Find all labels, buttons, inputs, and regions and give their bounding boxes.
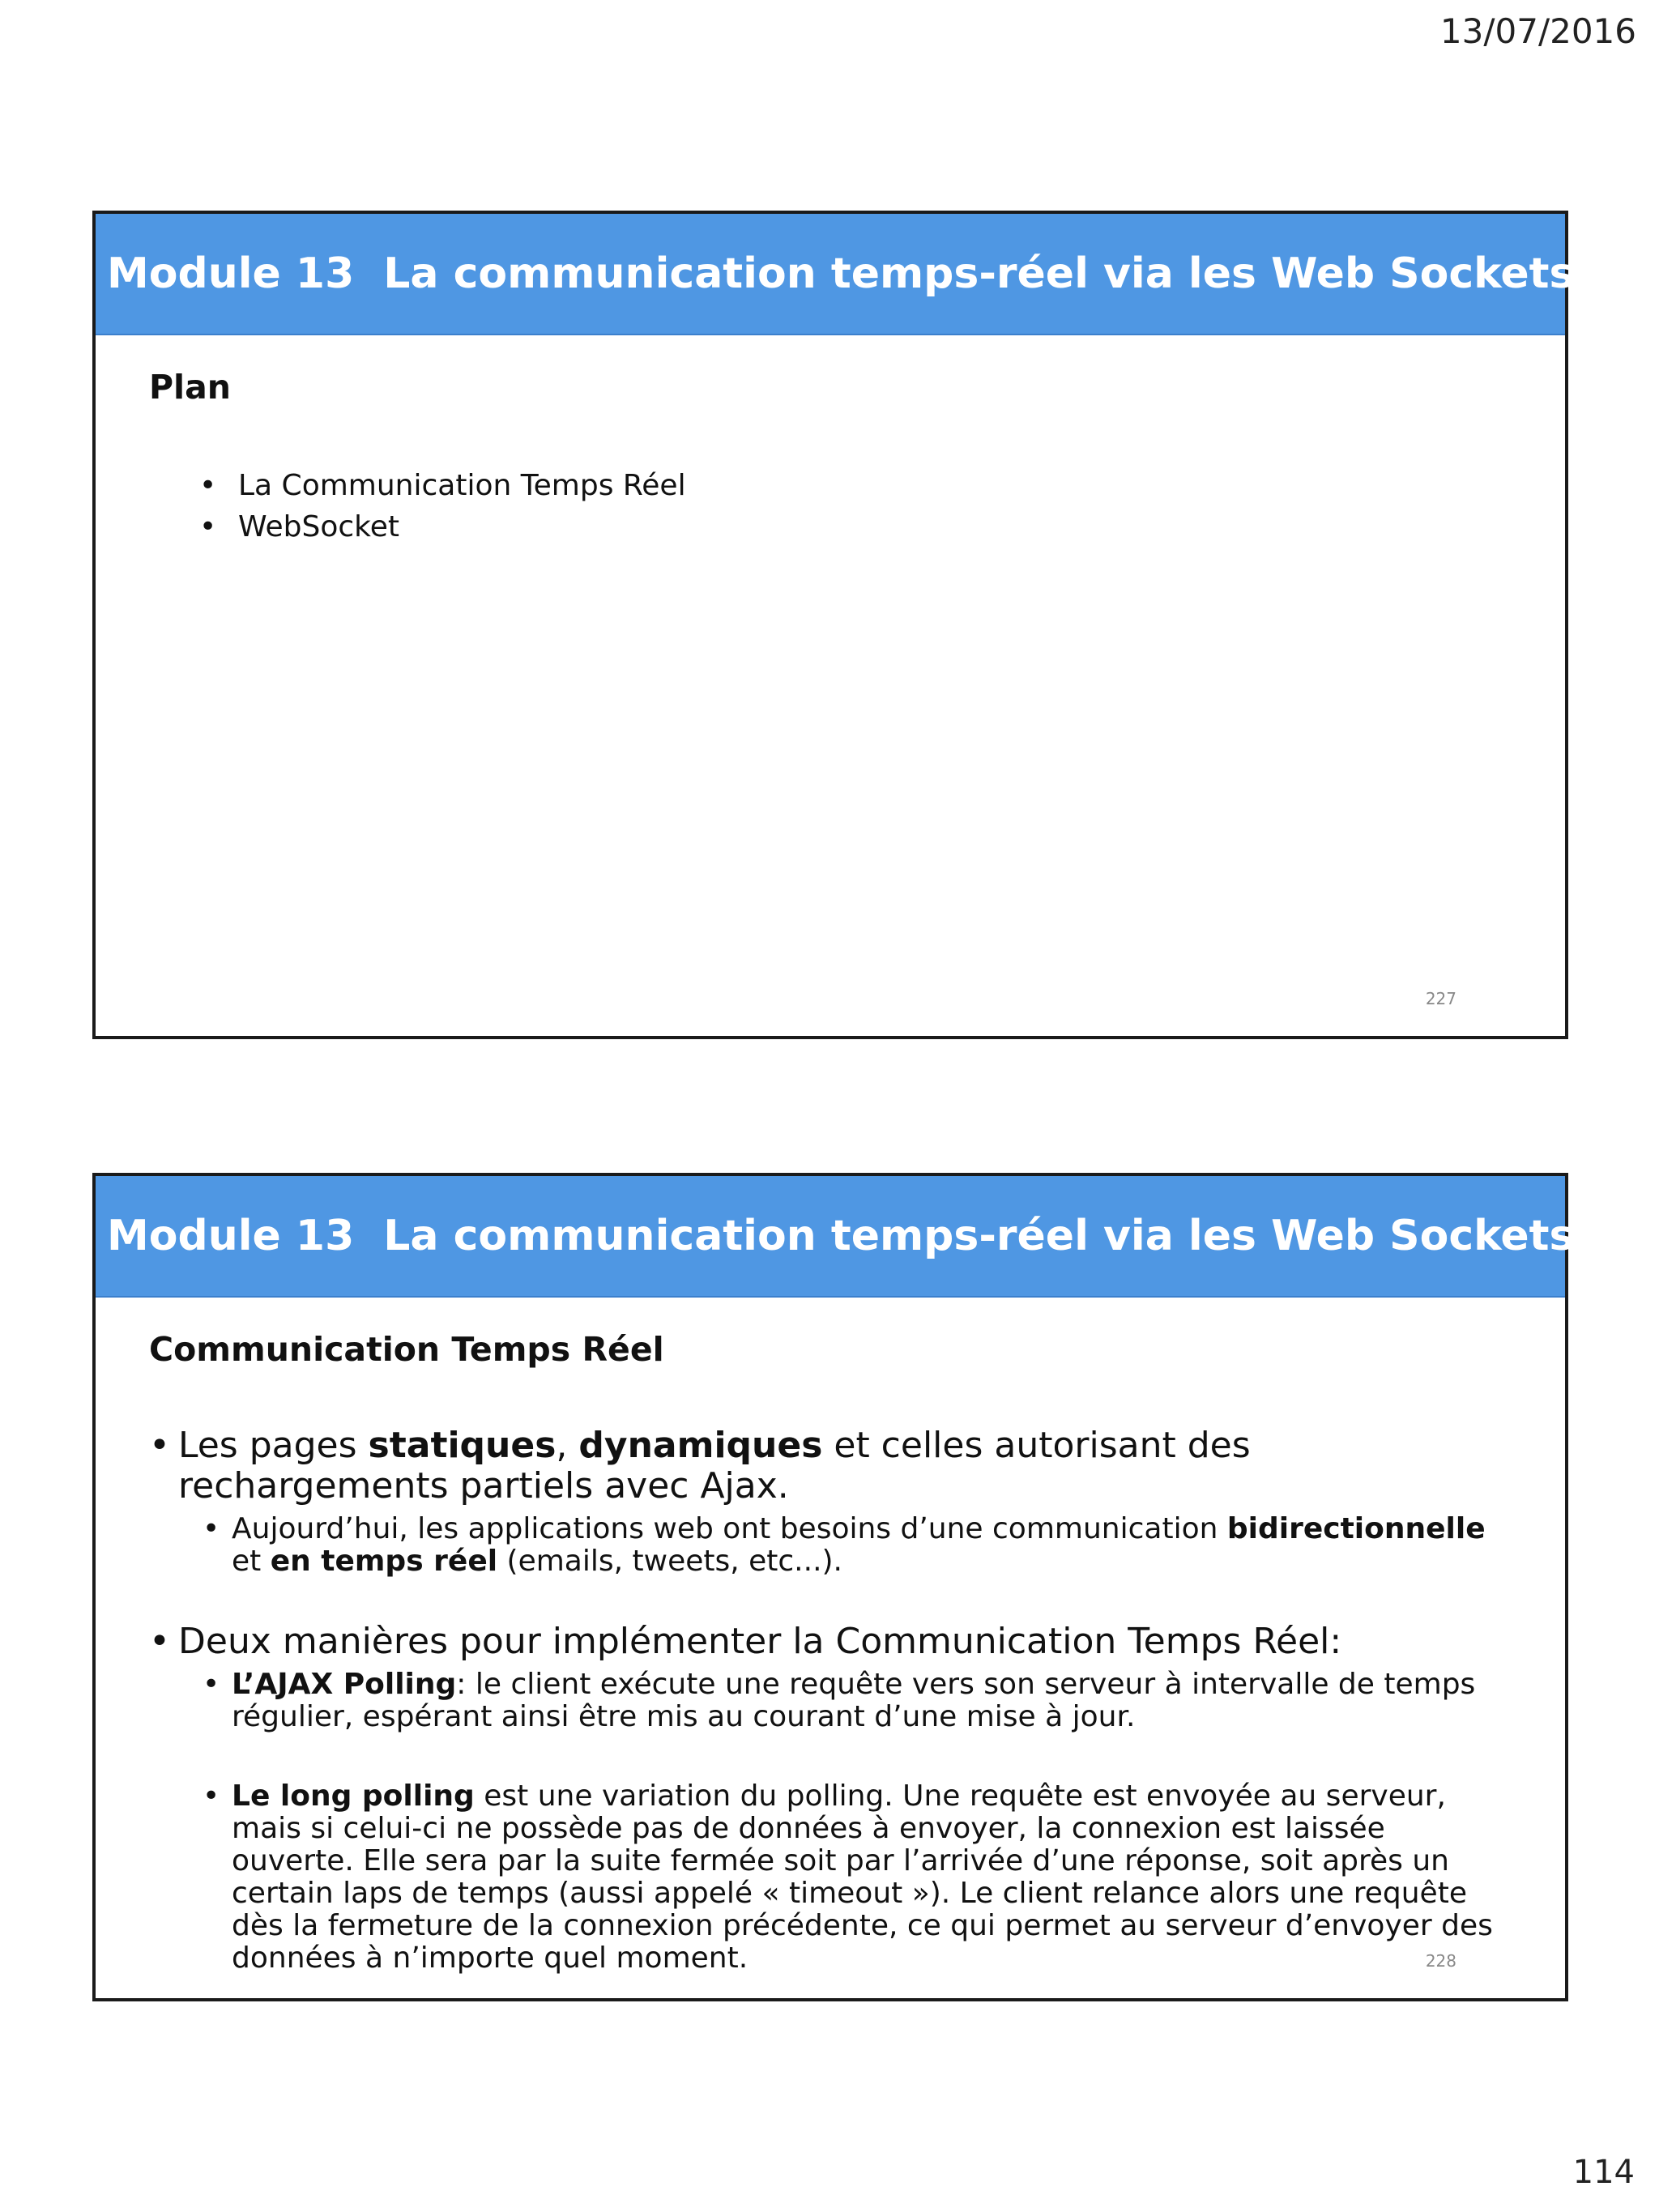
sub-bullet-need [203, 1513, 1516, 1578]
bold-text: bidirectionnelle [1226, 1512, 1486, 1545]
bullet-list [149, 1426, 1565, 1975]
slide-body [96, 335, 1565, 548]
sub-bullet-ajax-polling [203, 1669, 1516, 1733]
sub-bullet-long-polling [203, 1780, 1516, 1975]
slide-number: 228 [1425, 1951, 1456, 1971]
bold-text: Le long polling [232, 1779, 475, 1813]
section-title: Communication Temps Réel [149, 1330, 664, 1369]
plan-list [199, 465, 1565, 548]
slide-228 [92, 1173, 1575, 2001]
text-run: Aujourd’hui, les applications web ont besoins d’une communication [232, 1512, 1227, 1545]
slide-header [96, 1176, 1575, 1298]
bold-text: en temps réel [270, 1545, 498, 1578]
text-run: (emails, tweets, etc...). [497, 1545, 842, 1578]
text-run: et celles autorisant des rechargements partiels avec Ajax. [178, 1425, 1251, 1507]
slide-header [96, 214, 1575, 335]
bullet-page-types [149, 1426, 1516, 1578]
module-number: Module 13 [107, 1212, 355, 1260]
sub-bullet-list [203, 1669, 1516, 1975]
bold-text: dynamiques [578, 1425, 823, 1466]
bullet-two-ways [149, 1622, 1516, 1975]
text-run: : le client exécute une requête vers son serveur à intervalle de temps régulier, espérant ainsi être mis au courant d’une mise à jour. [232, 1668, 1476, 1733]
text-run: Les pages [178, 1425, 369, 1466]
text-run: Deux manières pour implémenter la Communication Temps Réel: [178, 1621, 1342, 1662]
text-run: et [232, 1545, 271, 1578]
print-date: 13/07/2016 [1439, 11, 1636, 51]
bold-text: L’AJAX Polling [232, 1668, 457, 1701]
list-item: • WebSocket [199, 506, 1565, 548]
slide-title: La communication temps-réel via les Web Sockets [383, 249, 1575, 298]
bold-text: statiques [368, 1425, 557, 1466]
module-number: Module 13 [107, 249, 355, 298]
slide-227 [92, 211, 1575, 1039]
section-title: Plan [149, 368, 231, 407]
slide-number: 227 [1425, 989, 1456, 1008]
slide-body [96, 1298, 1565, 1975]
list-item: • La Communication Temps Réel [199, 465, 1565, 506]
sub-bullet-list [203, 1513, 1516, 1578]
text-run: , [556, 1425, 579, 1466]
page-number: 114 [1572, 2154, 1635, 2191]
slide-title: La communication temps-réel via les Web Sockets [383, 1212, 1575, 1260]
text-run: est une variation du polling. Une requête est envoyée au serveur, mais si celui-ci ne possède pas de données à envoyer, la connexion est laissée ouverte. Elle sera par la suite fermée soit par l’arrivée d’une réponse, soit après un certain laps de temps (aussi appelé « timeout »). Le client relance alors une requête dès la fermeture de la connexion précédente, ce qui permet au serveur d’envoyer des données à n’importe quel moment. [232, 1779, 1493, 1975]
